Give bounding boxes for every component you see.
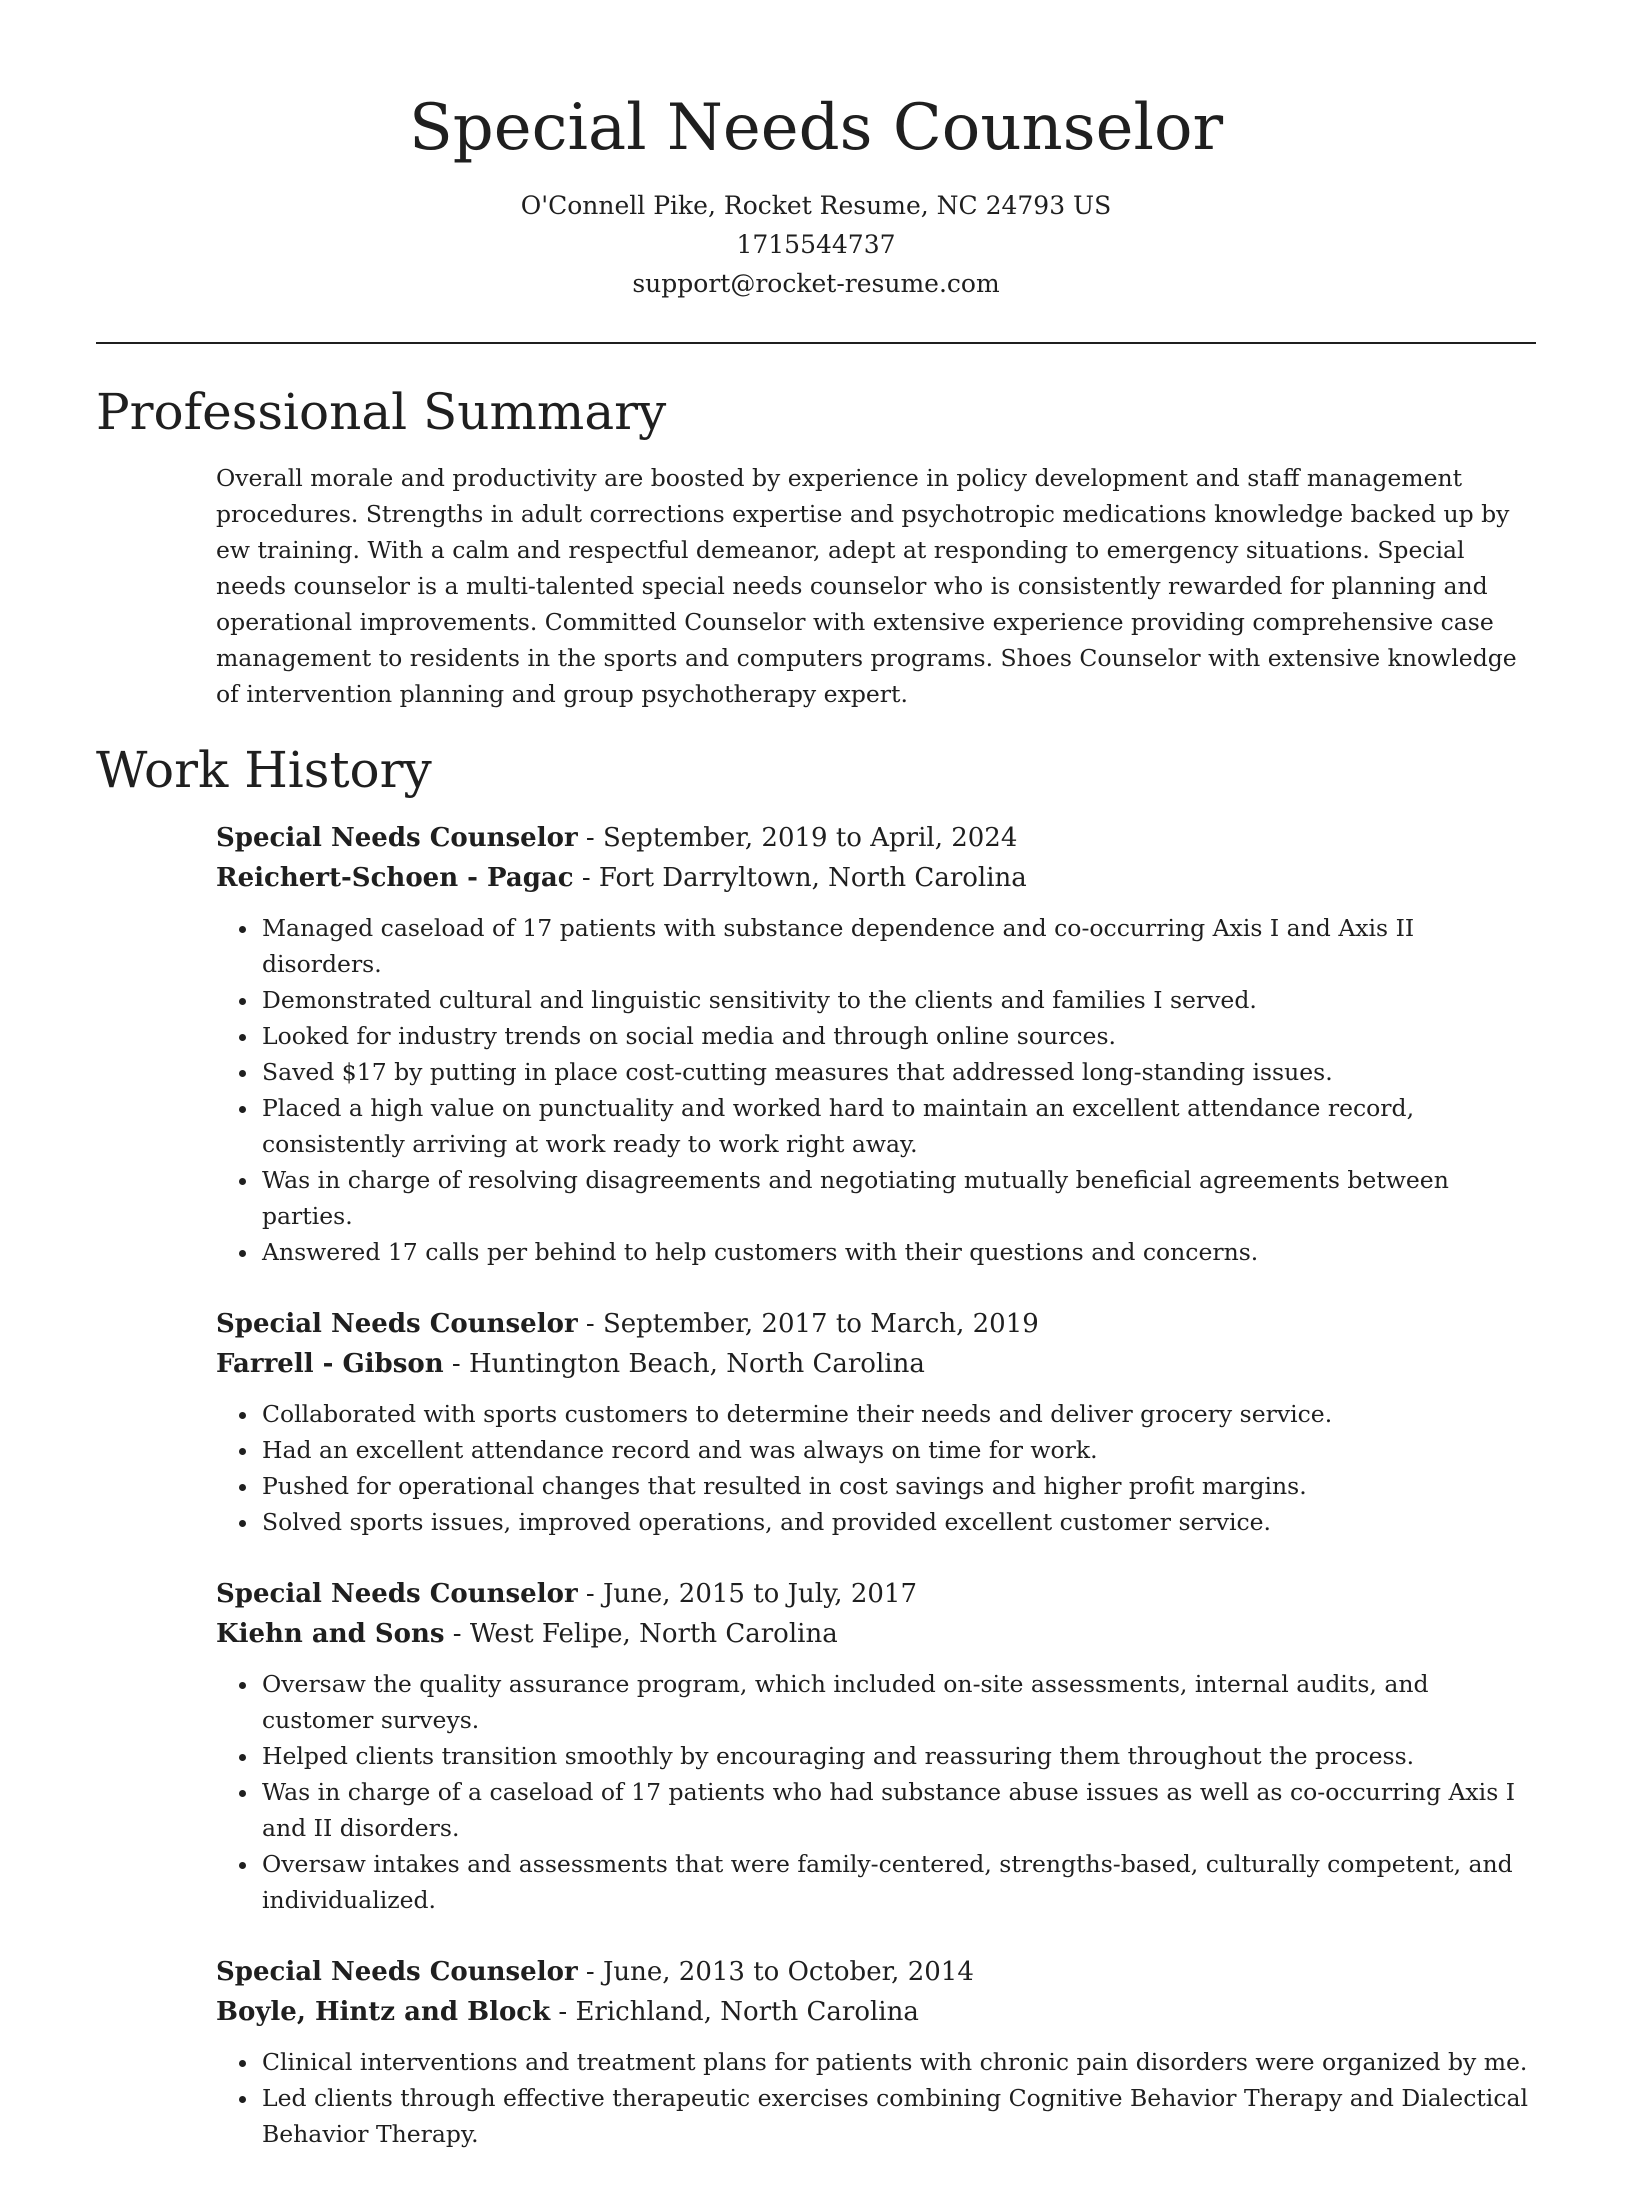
candidate-name: Special Needs Counselor: [408, 91, 1224, 165]
job-company: Kiehn and Sons: [216, 1619, 445, 1649]
job-bullets: [216, 1666, 1536, 1918]
job-location: - Erichland, North Carolina: [550, 1997, 919, 2027]
job-bullet: • Oversaw the quality assurance program, which included on-site assessments, internal audits, and customer surveys.: [260, 1666, 1536, 1738]
job-company: Farrell - Gibson: [216, 1349, 444, 1379]
job-location: - West Felipe, North Carolina: [444, 1619, 838, 1649]
job-bullets: [216, 2044, 1536, 2152]
job-company-line: [216, 1992, 1536, 2032]
job-bullet: • Managed caseload of 17 patients with substance dependence and co-occurring Axis I and Axis II disorders.: [260, 910, 1536, 982]
summary-text: Overall morale and productivity are boosted by experience in policy development and staff management procedures. Strengths in adult corrections expertise and psychotropic medications knowledge backed up by ew training. With a calm and respectful demeanor, adept at responding to emergency situations. Special needs counselor is a multi-talented special needs counselor who is consistently rewarded for planning and operational improvements. Committed Counselor with extensive experience providing comprehensive case management to residents in the sports and computers programs. Shoes Counselor with extensive knowledge of intervention planning and group psychotherapy expert.: [216, 464, 1517, 708]
job-bullets: [216, 1396, 1536, 1540]
job-company: Boyle, Hintz and Block: [216, 1997, 551, 2027]
job-entry: [216, 818, 1536, 1270]
job-title-line: [216, 1574, 1536, 1614]
work-history-list: [216, 818, 1536, 2186]
resume-header: [0, 0, 1632, 303]
job-bullet: • Was in charge of resolving disagreements and negotiating mutually beneficial agreements between parties.: [260, 1162, 1536, 1234]
phone-number: 1715544737: [736, 230, 896, 259]
job-entry: [216, 1304, 1536, 1540]
job-bullet: • Looked for industry trends on social media and through online sources.: [260, 1018, 1536, 1054]
header-divider: [96, 342, 1536, 344]
job-title: Special Needs Counselor: [216, 1309, 578, 1339]
job-bullet: • Demonstrated cultural and linguistic sensitivity to the clients and families I served.: [260, 982, 1536, 1018]
job-location: - Huntington Beach, North Carolina: [443, 1349, 925, 1379]
job-bullet: • Oversaw intakes and assessments that were family-centered, strengths-based, culturally competent, and individualized.: [260, 1846, 1536, 1918]
job-dates: - September, 2019 to April, 2024: [577, 823, 1018, 853]
job-bullet: • Answered 17 calls per behind to help customers with their questions and concerns.: [260, 1234, 1536, 1270]
job-bullet: • Collaborated with sports customers to determine their needs and deliver grocery service.: [260, 1396, 1536, 1432]
job-bullet: • Had an excellent attendance record and was always on time for work.: [260, 1432, 1536, 1468]
job-company-line: [216, 1344, 1536, 1384]
address: O'Connell Pike, Rocket Resume, NC 24793 US: [520, 191, 1112, 220]
job-title-line: [216, 1304, 1536, 1344]
job-bullet: • Pushed for operational changes that resulted in cost savings and higher profit margins.: [260, 1468, 1536, 1504]
job-company-line: [216, 1614, 1536, 1654]
contact-info: [0, 186, 1632, 303]
job-company: Reichert-Schoen - Pagac: [216, 863, 574, 893]
job-bullet: • Solved sports issues, improved operations, and provided excellent customer service.: [260, 1504, 1536, 1540]
job-bullet: • Clinical interventions and treatment plans for patients with chronic pain disorders were organized by me.: [260, 2044, 1536, 2080]
job-dates: - June, 2013 to October, 2014: [577, 1957, 974, 1987]
job-bullet: • Placed a high value on punctuality and worked hard to maintain an excellent attendance record, consistently arriving at work ready to work right away.: [260, 1090, 1536, 1162]
summary-heading: Professional Summary: [96, 383, 667, 441]
job-title-line: [216, 1952, 1536, 1992]
job-bullet: • Led clients through effective therapeutic exercises combining Cognitive Behavior Therapy and Dialectical Behavior Therapy.: [260, 2080, 1536, 2152]
job-title-line: [216, 818, 1536, 858]
job-dates: - June, 2015 to July, 2017: [577, 1579, 917, 1609]
job-entry: [216, 1952, 1536, 2152]
job-bullet: • Was in charge of a caseload of 17 patients who had substance abuse issues as well as co-occurring Axis I and II disorders.: [260, 1774, 1536, 1846]
job-dates: - September, 2017 to March, 2019: [577, 1309, 1039, 1339]
job-bullet: • Helped clients transition smoothly by encouraging and reassuring them throughout the process.: [260, 1738, 1536, 1774]
job-location: - Fort Darryltown, North Carolina: [573, 863, 1027, 893]
job-bullet: • Saved $17 by putting in place cost-cutting measures that addressed long-standing issues.: [260, 1054, 1536, 1090]
job-bullets: [216, 910, 1536, 1270]
work-history-heading: Work History: [96, 741, 432, 799]
job-title: Special Needs Counselor: [216, 823, 578, 853]
job-entry: [216, 1574, 1536, 1918]
job-company-line: [216, 858, 1536, 898]
email-address: support@rocket-resume.com: [632, 269, 1000, 298]
job-title: Special Needs Counselor: [216, 1957, 578, 1987]
job-title: Special Needs Counselor: [216, 1579, 578, 1609]
